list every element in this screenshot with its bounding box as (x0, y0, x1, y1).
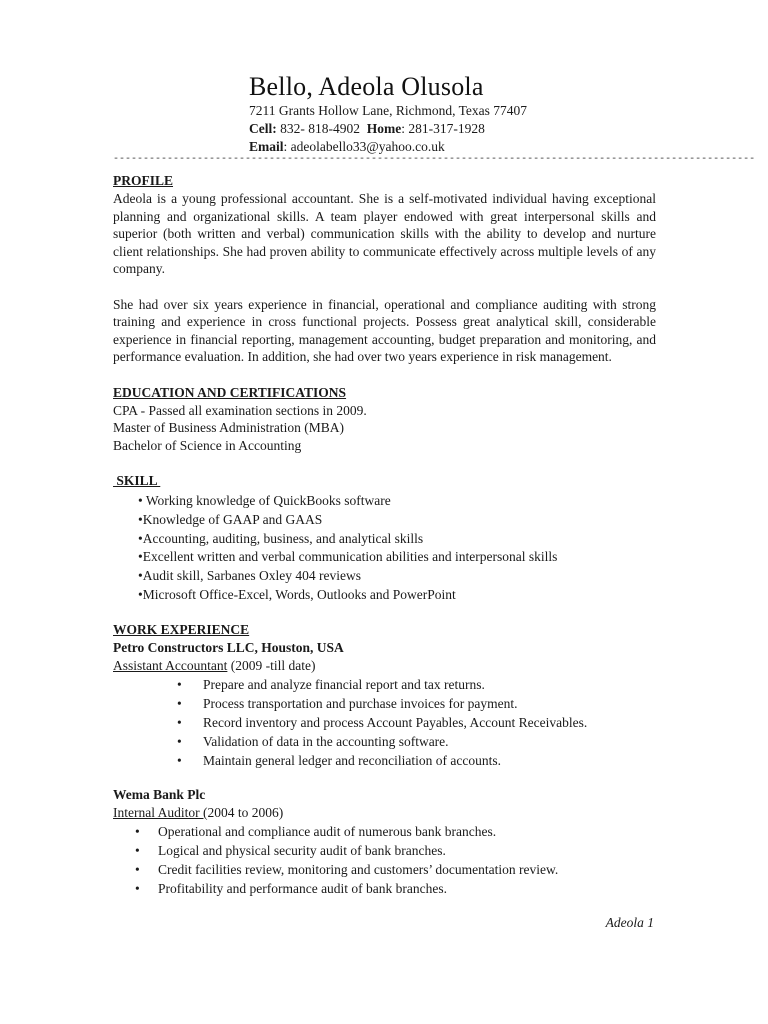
header-divider: ----------------------------------------------------------------------------------------------------------- (113, 154, 756, 165)
company-name: Wema Bank Plc (113, 786, 206, 802)
email-address: : adeolabello33@yahoo.co.uk (283, 139, 445, 154)
job-dates: (2009 -till date) (227, 657, 316, 673)
profile-section (113, 172, 656, 366)
job-title: Internal Auditor ( (113, 804, 208, 820)
job-role (113, 657, 656, 675)
duty-item (113, 732, 656, 751)
duty-text: Credit facilities review, monitoring and customers’ documentation review. (158, 861, 559, 877)
education-item: CPA - Passed all examination sections in 2009. (113, 402, 367, 418)
resume-body (113, 172, 656, 898)
candidate-name: Bello, Adeola Olusola (249, 72, 484, 101)
duty-text: Validation of data in the accounting software. (203, 733, 449, 749)
cell-number: 832- 818-4902 (280, 121, 360, 136)
job-title: Assistant Accountant (113, 657, 228, 673)
company-name: Petro Constructors LLC, Houston, USA (113, 639, 344, 655)
duty-item (113, 713, 656, 732)
home-label: Home (366, 121, 402, 136)
email-label: Email (249, 139, 284, 154)
job-entry (113, 639, 656, 770)
duty-text: Operational and compliance audit of numerous bank branches. (158, 823, 497, 839)
skill-section (113, 472, 656, 605)
skill-item: •Excellent written and verbal communication abilities and interpersonal skills (138, 549, 558, 565)
skill-list (113, 492, 656, 605)
duty-text: Maintain general ledger and reconciliation of accounts. (203, 752, 502, 768)
duty-item (113, 822, 656, 841)
work-section (113, 621, 656, 898)
duty-item (113, 694, 656, 713)
cell-label: Cell: (249, 121, 277, 136)
skill-item: •Accounting, auditing, business, and analytical skills (138, 530, 424, 546)
profile-paragraph-1: Adeola is a young professional accountant. She is a self-motivated individual having exceptional planning and organizational skills. A team player endowed with great interpersonal skills and superior (both written and verbal) communication skills with the ability to develop and nurture client relationships. She had proven ability to communicate effectively across multiple levels of any company. (113, 191, 656, 276)
bullet-icon: • (177, 752, 182, 768)
work-heading: WORK EXPERIENCE (113, 621, 250, 637)
duty-item (113, 841, 656, 860)
skill-item: •Knowledge of GAAP and GAAS (138, 511, 323, 527)
address-line: 7211 Grants Hollow Lane, Richmond, Texas 77407 (249, 103, 528, 118)
education-item: Master of Business Administration (MBA) (113, 420, 344, 435)
bullet-icon: • (177, 676, 182, 692)
skill-item: • Working knowledge of QuickBooks software (138, 493, 391, 508)
skill-item: •Audit skill, Sarbanes Oxley 404 reviews (138, 568, 361, 584)
bullet-icon: • (135, 861, 140, 877)
page-footer: Adeola 1 (605, 915, 654, 930)
phone-line (249, 120, 669, 138)
job-dates: 2004 to 2006) (207, 804, 284, 820)
bullet-icon: • (177, 695, 182, 711)
profile-heading: PROFILE (113, 173, 174, 188)
bullet-icon: • (135, 823, 140, 839)
duty-item (113, 860, 656, 879)
bullet-icon: • (177, 733, 182, 749)
duty-text: Process transportation and purchase invoices for payment. (203, 695, 518, 711)
duty-text: Record inventory and process Account Payables, Account Receivables. (203, 714, 588, 730)
duty-text: Profitability and performance audit of bank branches. (158, 880, 448, 896)
bullet-icon: • (135, 842, 140, 858)
home-number: : 281-317-1928 (401, 121, 485, 136)
duty-list (113, 822, 656, 898)
duty-item (113, 751, 656, 770)
resume-header (249, 72, 669, 156)
education-section (113, 384, 656, 455)
skill-heading: SKILL (113, 473, 161, 488)
education-heading: EDUCATION AND CERTIFICATIONS (113, 384, 347, 400)
profile-paragraph-2: She had over six years experience in financial, operational and compliance auditing with strong training and experience in cross functional projects. Possess great analytical skill, considerable experience in financial reporting, management accounting, budget preparation and monitoring, and performance evaluation. In addition, she had over two years experience in risk management. (113, 296, 656, 364)
duty-list (113, 675, 656, 770)
job-entry (113, 786, 656, 898)
duty-text: Logical and physical security audit of bank branches. (158, 842, 446, 858)
duty-text: Prepare and analyze financial report and tax returns. (203, 676, 485, 692)
bullet-icon: • (177, 714, 182, 730)
education-item: Bachelor of Science in Accounting (113, 437, 302, 453)
job-role (113, 804, 656, 822)
skill-item: •Microsoft Office-Excel, Words, Outlooks and PowerPoint (138, 586, 456, 602)
duty-item (113, 675, 656, 694)
duty-item (113, 879, 656, 898)
bullet-icon: • (135, 880, 140, 896)
